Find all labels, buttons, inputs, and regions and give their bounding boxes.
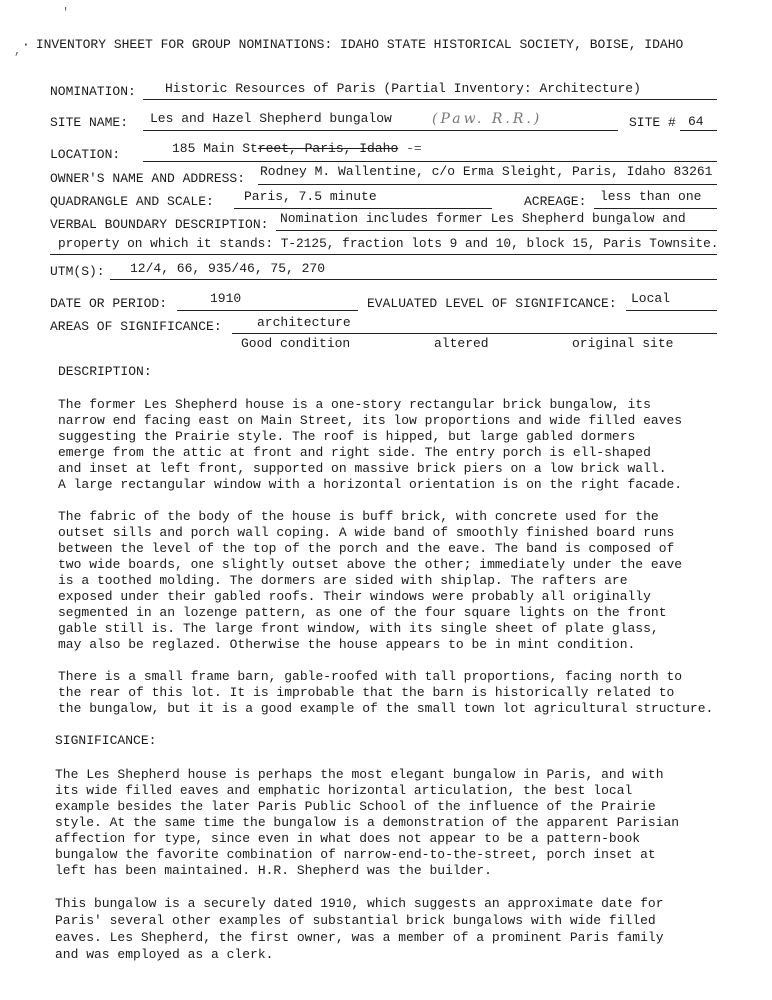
sheet-title: · INVENTORY SHEET FOR GROUP NOMINATIONS: IDAHO STATE HISTORICAL SOCIETY, BOISE, IDAHO [22,37,684,52]
quadrangle-underline [234,208,492,209]
nomination-label: NOMINATION: [50,84,136,99]
text-line: bungalow the favorite combination of narrow-end-to-the-street, porch inset at [55,847,656,862]
margin-mark: , [14,44,22,58]
text-line: Paris' several other examples of substantial brick bungalows with wide filled [55,913,656,928]
site-number-value: 64 [688,114,704,129]
quadrangle-label: QUADRANGLE AND SCALE: [50,194,214,209]
condition-altered: altered [434,336,489,351]
text-line: example besides the later Paris Public School of the influence of the Prairie [55,799,656,814]
text-line: exposed under their gabled roofs. Their windows were probably all originally [58,589,651,604]
utm-label: UTM(S): [50,264,105,279]
acreage-underline [594,208,717,209]
site-name-handwritten: (Paw. R.R.) [432,111,543,127]
text-line: gable still is. The large front window, with its single sheet of plate glass, [58,621,659,636]
text-line: segmented in an lozenge pattern, as one of the four square lights on the front [58,605,667,620]
nomination-value: Historic Resources of Paris (Partial Inventory: Architecture) [165,81,641,96]
text-line: its wide filled eaves and emphatic horizontal articulation, the best local [55,783,633,798]
location-label: LOCATION: [50,147,121,162]
date-underline [177,310,358,311]
text-line: The fabric of the body of the house is buff brick, with concrete used for the [58,509,659,524]
corner-mark: ' [62,6,70,20]
owner-value: Rodney M. Wallentine, c/o Erma Sleight, Paris, Idaho 83261 [260,164,713,179]
text-line: A large rectangular window with a horizontal orientation is on the right facade. [58,477,683,492]
text-line: eaves. Les Shepherd, the first owner, was a member of a prominent Paris family [55,930,664,945]
acreage-label: ACREAGE: [524,194,587,209]
site-number-underline [680,130,717,131]
text-line: two wide boards, one slightly outset above the other; immediately under the eave [58,557,683,572]
location-underline [143,161,717,162]
nomination-underline [143,99,717,100]
text-line: emerge from the attic at front and right side. The entry porch is ell-shaped [58,445,651,460]
text-line: may also be reglazed. Otherwise the house appears to be in mint condition. [58,637,636,652]
acreage-value: less than one [600,189,702,204]
text-line: narrow end facing east on Main Street, its low proportions and wide filled eaves [58,413,683,428]
description-paragraph-3 [58,669,748,717]
quadrangle-value: Paris, 7.5 minute [244,189,377,204]
utm-underline [110,279,717,280]
significance-paragraph-1 [55,767,745,879]
owner-label: OWNER'S NAME AND ADDRESS: [50,171,246,186]
description-paragraph-1 [58,397,748,493]
site-name-value: Les and Hazel Shepherd bungalow [150,111,392,126]
text-line: affection for type, since even in what does not appear to be a pattern-book [55,831,641,846]
areas-underline [232,333,717,334]
condition-good: Good condition [241,336,351,351]
significance-level-underline [626,310,717,311]
site-name-label: SITE NAME: [50,115,129,130]
site-name-underline [143,130,618,131]
text-line: between the level of the top of the porch and the eave. The band is composed of [58,541,675,556]
verbal-boundary-value-2: property on which it stands: T-2125, fraction lots 9 and 10, block 15, Paris Townsite. [58,236,719,251]
text-line: outset sills and porch wall coping. A wide band of smoothly finished board runs [58,525,675,540]
location-value: 185 Main Street, Paris, Idaho -= [172,141,422,156]
significance-paragraph-2 [55,895,745,963]
text-line: and was employed as a clerk. [55,947,274,962]
description-heading: DESCRIPTION: [58,364,152,379]
text-line: the rear of this lot. It is improbable that the barn is historically related to [58,685,675,700]
verbal-boundary-value-1: Nomination includes former Les Shepherd bungalow and [280,211,686,226]
text-line: left has been maintained. H.R. Shepherd was the builder. [55,863,492,878]
text-line: is a toothed molding. The dormers are sided with shiplap. The rafters are [58,573,628,588]
text-line: The former Les Shepherd house is a one-story rectangular brick bungalow, its [58,397,651,412]
verbal-boundary-label: VERBAL BOUNDARY DESCRIPTION: [50,217,269,232]
date-label: DATE OR PERIOD: [50,296,168,311]
significance-level-value: Local [631,291,671,306]
areas-value: architecture [257,315,351,330]
location-struck-text: reet, Paris, Idaho [257,141,399,156]
site-number-label: SITE # [629,115,676,130]
text-line: and inset at left front, supported on massive brick piers on a low brick wall. [58,461,667,476]
text-line: The Les Shepherd house is perhaps the most elegant bungalow in Paris, and with [55,767,664,782]
condition-original-site: original site [572,336,674,351]
text-line: style. At the same time the bungalow is a demonstration of the apparent Parisian [55,815,680,830]
text-line: This bungalow is a securely dated 1910, which suggests an approximate date for [55,896,664,911]
owner-underline [258,184,717,185]
areas-label: AREAS OF SIGNIFICANCE: [50,319,222,334]
significance-heading: SIGNIFICANCE: [55,733,157,748]
text-line: the bungalow, but it is a good example of the small town lot agricultural structure. [58,701,714,716]
verbal-boundary-underline-1 [276,230,717,231]
utm-value: 12/4, 66, 935/46, 75, 270 [130,261,326,276]
location-text: 185 Main St [172,141,258,156]
description-paragraph-2 [58,509,748,653]
text-line: There is a small frame barn, gable-roofed with tall proportions, facing north to [58,669,683,684]
verbal-boundary-underline-2 [50,254,717,255]
significance-level-label: EVALUATED LEVEL OF SIGNIFICANCE: [367,296,617,311]
text-line: suggesting the Prairie style. The roof is hipped, but large gabled dormers [58,429,636,444]
date-value: 1910 [210,291,242,306]
